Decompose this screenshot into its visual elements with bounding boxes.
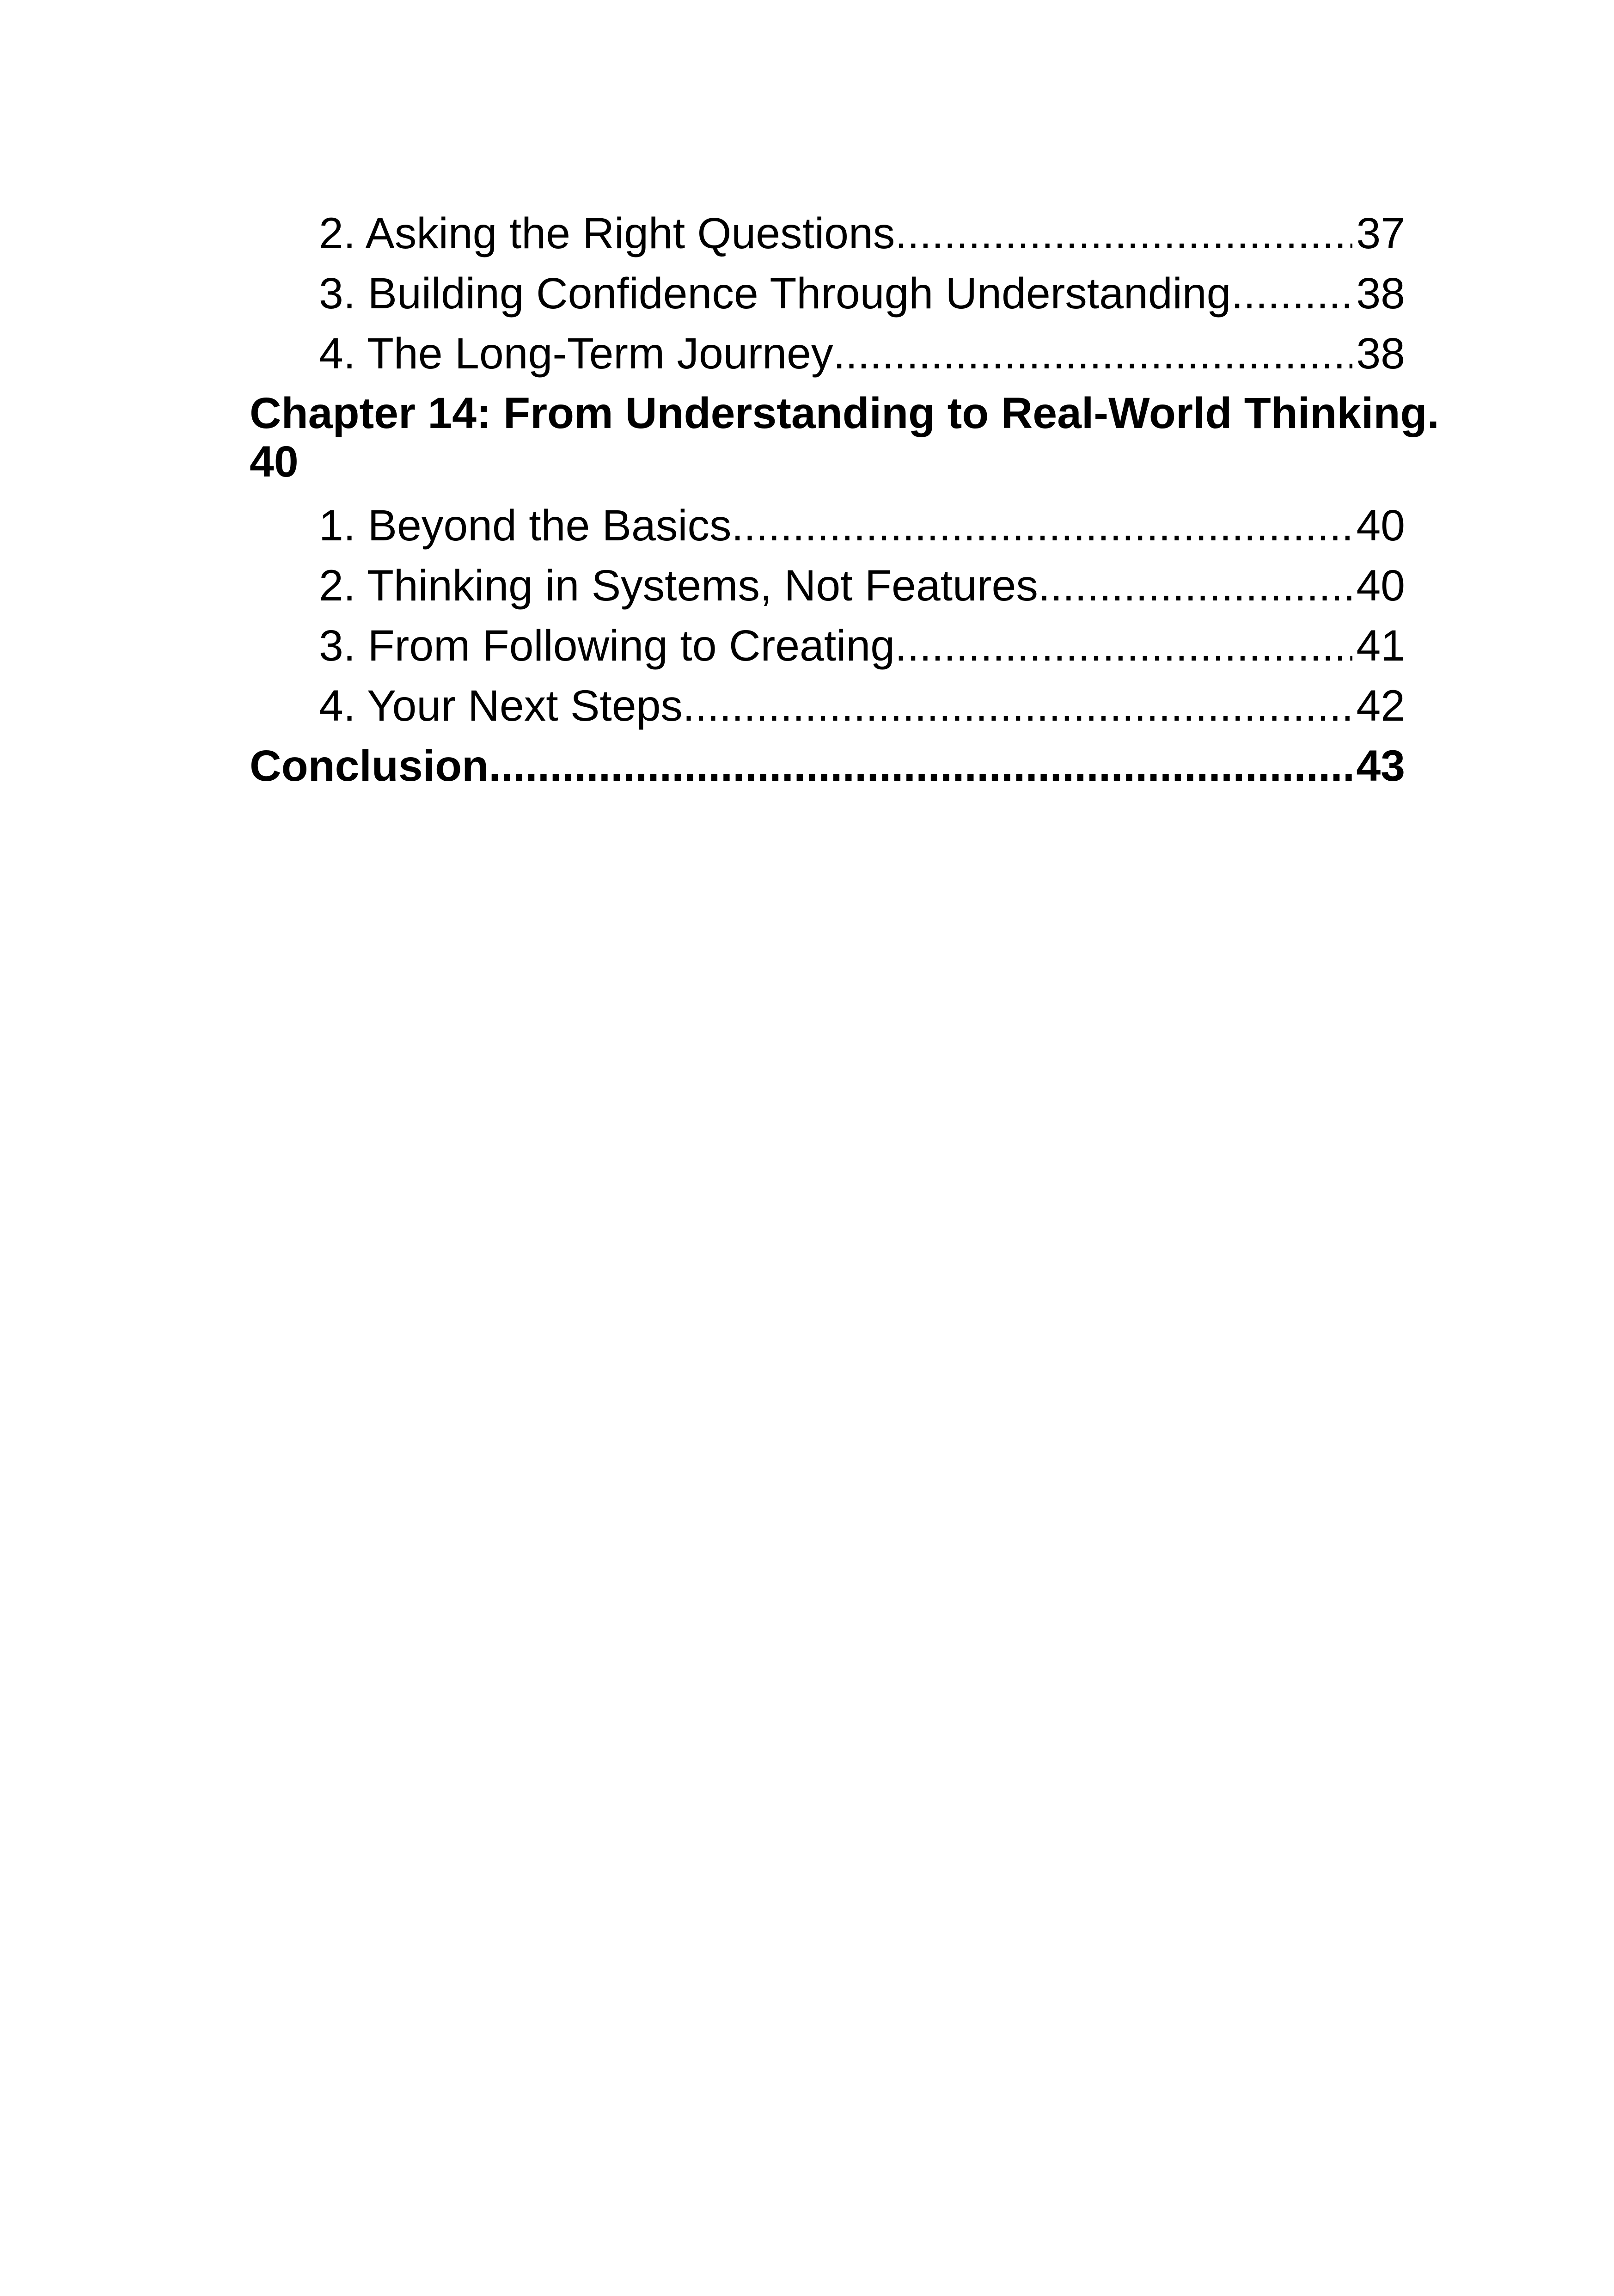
table-of-contents: [250, 203, 1439, 796]
toc-entry-page: 41: [1356, 621, 1405, 670]
toc-entry-title: 1. Beyond the Basics: [319, 501, 732, 550]
toc-entry-title: 2. Thinking in Systems, Not Features: [319, 561, 1038, 610]
toc-entry-title: 3. From Following to Creating: [319, 621, 895, 670]
dot-leader: [895, 203, 1352, 263]
toc-entry-page: 37: [1356, 209, 1405, 258]
toc-entry-page: 40: [1356, 561, 1405, 610]
toc-entry-title: 2. Asking the Right Questions: [319, 209, 895, 258]
toc-entry-page: 40: [1356, 501, 1405, 550]
dot-leader: [1231, 263, 1352, 324]
dot-leader: [1038, 556, 1352, 616]
dot-leader: [489, 736, 1352, 796]
toc-chapter-entry[interactable]: [250, 389, 1439, 486]
dot-leader: [895, 616, 1352, 676]
toc-entry-page: 42: [1356, 681, 1405, 730]
toc-entry-page: 43: [1356, 741, 1405, 790]
toc-entry-page: 38: [1356, 269, 1405, 318]
toc-entry[interactable]: [250, 496, 1405, 556]
toc-entry[interactable]: [250, 676, 1405, 736]
toc-entry-title: 3. Building Confidence Through Understanding: [319, 269, 1231, 318]
toc-entry-title: 4. The Long-Term Journey: [319, 329, 833, 378]
toc-entry[interactable]: [250, 263, 1405, 324]
dot-leader: [833, 324, 1352, 384]
toc-entry[interactable]: [250, 203, 1405, 263]
toc-entry[interactable]: [250, 324, 1405, 384]
toc-chapter-page: 40: [250, 437, 299, 486]
toc-entry-page: 38: [1356, 329, 1405, 378]
toc-conclusion-entry[interactable]: [250, 736, 1405, 796]
toc-entry[interactable]: [250, 556, 1405, 616]
toc-entry-title: 4. Your Next Steps: [319, 681, 683, 730]
toc-chapter-title: Chapter 14: From Understanding to Real-World Thinking.: [250, 389, 1439, 438]
toc-entry-title: Conclusion: [250, 741, 489, 790]
dot-leader: [731, 496, 1352, 556]
dot-leader: [683, 676, 1352, 736]
toc-entry[interactable]: [250, 616, 1405, 676]
